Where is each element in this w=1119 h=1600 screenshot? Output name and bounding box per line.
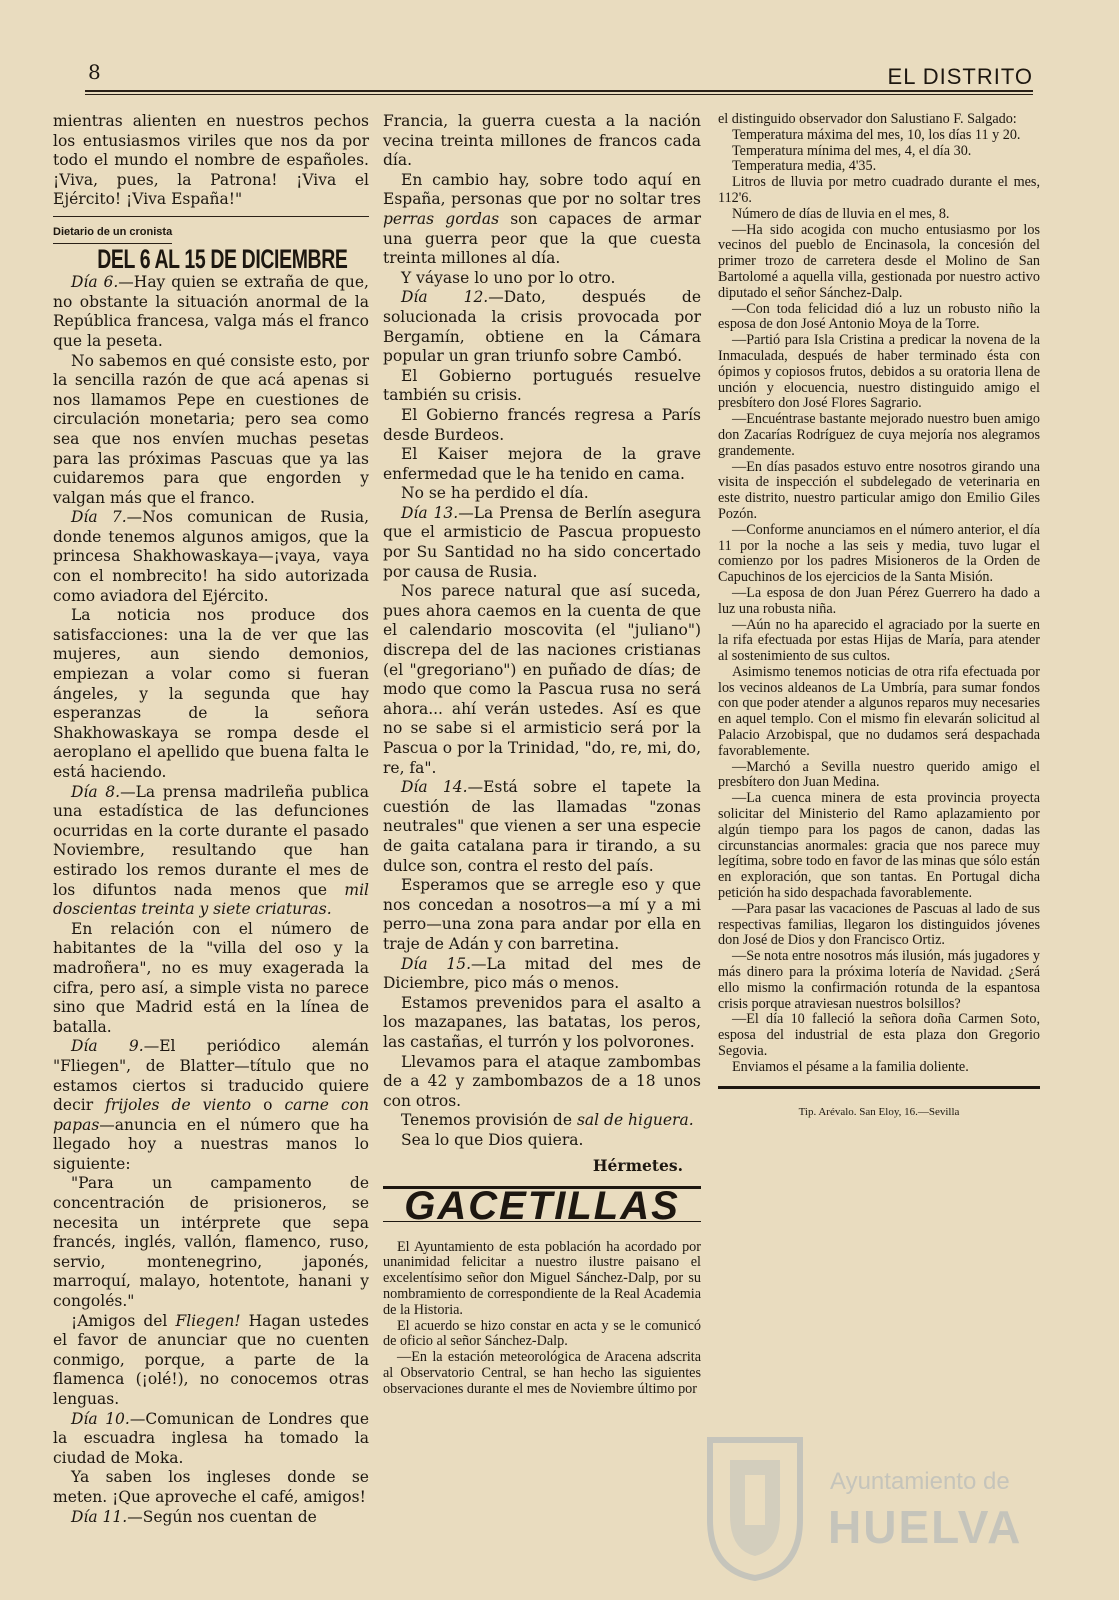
paragraph: Y váyase lo uno por lo otro. xyxy=(401,268,616,287)
header-rule-secondary xyxy=(85,94,1033,95)
watermark-line-2: HUELVA xyxy=(828,1501,1023,1553)
day-label: Día 7. xyxy=(71,508,127,527)
news-item: —Aún no ha aparecido el agraciado por la suerte en la rifa efectuada por estas Hijas de María, para atender al sostenimiento de sus cultos. xyxy=(718,616,1040,665)
paragraph: El Kaiser mejora de la grave enfermedad que le ha tenido en cama. xyxy=(383,445,701,483)
column-3 xyxy=(718,112,1040,1482)
coat-of-arms-icon xyxy=(700,1430,810,1580)
day-label: Día 8. xyxy=(71,782,121,801)
day-9-entry: Día 9.—El periódico alemán "Fliegen", de Blatter—título que no estamos ciertos si traducido quiere decir frijoles de viento o carne con papas—anuncia en el número que ha llegado hoy a nuestras manos lo siguiente: xyxy=(53,1037,370,1173)
watermark-line-1: Ayuntamiento de xyxy=(830,1468,1010,1495)
paragraph: En relación con el número de habitantes de la "villa del oso y la madroñera", no es muy exagerada la cifra, pero así, a simple vista no parece sino que Madrid está en la línea de batalla. xyxy=(53,919,369,1036)
day-12-entry: Día 12.—Dato, después de solucionada la crisis provocada por Bergamín, obtiene en la Cámara popular un gran triunfo sobre Cambó. xyxy=(383,288,702,366)
news-item: —La cuenca minera de esta provincia proyecta solicitar del Ministerio del Ramo aplazamiento por algún tiempo para los pagos de canon, dadas las circunstancias anormales: gracia que nos parece muy legítima, sobre todo en favor de las minas que sólo están en exploración, que son tantas. En Portugal dicha petición ha sido despachada favorablemente. xyxy=(718,790,1040,902)
paragraph: El Gobierno francés regresa a París desde Burdeos. xyxy=(383,405,701,444)
header-rule xyxy=(85,90,1033,92)
day-label: Día 11. xyxy=(71,1507,128,1526)
column-1 xyxy=(53,112,370,1526)
paragraph: No se ha perdido el día. xyxy=(401,484,589,503)
weather-rain-days: Número de días de lluvia en el mes, 8. xyxy=(732,205,950,222)
gacetillas-heading: GACETILLAS xyxy=(404,1184,680,1229)
author-signature: Hérmetes. xyxy=(592,1156,683,1176)
paragraph: La noticia nos produce dos satisfacciones: una la de ver que las mujeres, aun siendo demonios, empiezan a volar como si fueran ángeles, y la segunda que hay esperanzas de la señora Shakhowaskaya se rompa desde el aeroplano el apellido que buena falta le está haciendo. xyxy=(53,606,369,781)
intro-paragraph: mientras alienten en nuestros pechos los entusiasmos viriles que nos da por todo el mundo el nombre de españoles. ¡Viva, pues, la Patrona! ¡Viva el Ejército! ¡Viva España!" xyxy=(53,112,369,209)
paragraph: Llevamos para el ataque zambombas de a 42 y zambombazos de a 18 unos con otros. xyxy=(383,1052,701,1110)
end-rule xyxy=(718,1086,1040,1089)
day-14-entry: Día 14.—Está sobre el tapete la cuestión de las llamadas "zonas neutrales" que vienen a ser una especie de gaita catalana para ir tirando, a su dulce son, contra el resto del país. xyxy=(383,778,701,875)
section-title: DEL 6 AL 15 DE DICIEMBRE xyxy=(97,243,348,274)
paragraph: Esperamos que se arregle eso y que nos concedan a nosotros—a mí y a mi perro—una zona para andar por ella en traje de Adán y con barretina. xyxy=(383,876,701,953)
day-10-entry: Día 10.—Comunican de Londres que la escuadra inglesa ha tomado la ciudad de Moka. xyxy=(53,1409,369,1467)
news-item: —Conforme anunciamos en el número anterior, el día 11 por la noche a las seis y media, tuvo lugar el comienzo por los padres Misioneros de la Orden de Capuchinos de los ejercicios de la Santa Misión. xyxy=(718,521,1040,586)
paragraph: el distinguido observador don Salustiano F. Salgado: xyxy=(718,111,1017,127)
day-8-entry: Día 8.—La prensa madrileña publica una estadística de las defunciones ocurridas en la corte durante el pasado Noviembre, resultando que han estirado los remos durante el mes de los difuntos nada menos que mil doscientas treinta y siete criaturas. xyxy=(53,782,369,919)
paragraph: No sabemos en qué consiste esto, por la sencilla razón de que acá apenas si nos llamamos Pepe en cuestiones de circulación monetaria; pero sea como sea que nos envíen muchas pesetas para las próximas Pascuas que ya las cuidaremos para que engorden y valgan más que el franco. xyxy=(53,351,369,507)
day-label: Día 9. xyxy=(71,1037,144,1056)
paragraph: Francia, la guerra cuesta a la nación vecina treinta millones de francos cada día. xyxy=(383,112,701,170)
paragraph: —En la estación meteorológica de Aracena adscrita al Observatorio Central, se han hecho las siguientes observaciones durante el mes de Noviembre último por xyxy=(383,1349,701,1397)
day-label: Día 13. xyxy=(401,503,459,522)
day-7-entry: Día 7.—Nos comunican de Rusia, donde tenemos algunos amigos, que la princesa Shakhowaskaya—¡vaya, vaya con el nombrecito! ha sido autorizada como aviadora del Ejército. xyxy=(53,508,370,605)
news-item: Enviamos el pésame a la familia doliente. xyxy=(732,1058,969,1075)
news-item: —Para pasar las vacaciones de Pascuas al lado de sus respectivas familias, llegaron los distinguidos jóvenes don José de Dios y don Francisco Ortiz. xyxy=(718,900,1040,949)
weather-min: Temperatura mínima del mes, 4, el día 30. xyxy=(732,142,972,159)
paragraph: Estamos prevenidos para el asalto a los mazapanes, las batatas, los peros, las castañas, el turrón y los polvorones. xyxy=(383,993,701,1051)
weather-mean: Temperatura media, 4'35. xyxy=(732,158,877,175)
news-item: —El día 10 falleció la señora doña Carmen Soto, esposa del industrial de esta plaza don Gregorio Segovia. xyxy=(718,1011,1040,1060)
gacetillas-text xyxy=(383,1240,701,1398)
column-2 xyxy=(383,112,701,1482)
news-item: —En días pasados estuvo entre nosotros girando una visita de inspección el subdelegado de veterinaria en este distrito, nuestro particular amigo don Emilio Giles Pozón. xyxy=(718,458,1040,522)
day-label: Día 12. xyxy=(401,288,489,307)
newspaper-title: EL DISTRITO xyxy=(887,64,1033,89)
archive-watermark xyxy=(700,1430,1030,1580)
quoted-advert: "Para un campamento de concentración de prisioneros, se necesita un intérprete que sepa francés, inglés, vallón, flamenco, ruso, servio, montenegrino, japonés, marroquí, malayo, hotentote, hanani y congolés." xyxy=(53,1174,369,1311)
news-item: —Partió para Isla Cristina a predicar la novena de la Inmaculada, después de haber terminado ésta con ópimos y copiosos frutos, debidos a su oratoria llena de unción y elocuencia, nuestro distinguido amigo el presbítero don José Flores Sagrario. xyxy=(718,332,1040,412)
weather-max: Temperatura máxima del mes, 10, los días 11 y 20. xyxy=(732,126,1021,143)
day-label: Día 14. xyxy=(401,778,468,797)
weather-rain: Litros de lluvia por metro cuadrado durante el mes, 112'6. xyxy=(718,174,1040,206)
paragraph: El Gobierno portugués resuelve también su crisis. xyxy=(383,366,701,405)
news-item: —Se nota entre nosotros más ilusión, más jugadores y más dinero para la próxima lotería de Navidad. ¿Será ello mismo la confirmación rotunda de la espantosa crisis porque atraviesan nuestros bolsillos? xyxy=(718,948,1040,1012)
day-6-entry: Día 6.—Hay quien se extraña de que, no obstante la situación anormal de la República francesa, valga más el franco que la peseta. xyxy=(53,273,369,350)
paragraph: El Ayuntamiento de esta población ha acordado por unanimidad felicitar a nuestro ilustre paisano el excelentísimo señor don Miguel Sánchez-Dalp, por su nombramiento de correspondiente de la Real Academia de la Historia. xyxy=(383,1238,701,1318)
news-item: —Marchó a Sevilla nuestro querido amigo el presbítero don Juan Medina. xyxy=(718,758,1040,791)
day-label: Día 10. xyxy=(71,1409,130,1428)
printer-imprint: Tip. Arévalo. San Eloy, 16.—Sevilla xyxy=(798,1105,960,1118)
paragraph: Nos parece natural que así suceda, pues ahora caemos en la cuenta de que el calendario moscovita (el "juliano") discrepa del de las naciones cristianas (el "gregoriano") en puñado de días; de modo que como la Pascua rusa no será ahora... ahí verán ustedes. Así es que no se sabe si el armisticio será por la Pascua o por la Trinidad, "do, re, mi, do, re, fa". xyxy=(383,582,701,777)
paragraph: ¡Amigos del Fliegen! Hagan ustedes el favor de anunciar que no cuenten conmigo, porque, a parte de la flamenca (¡olé!), no conocemos otras lenguas. xyxy=(53,1311,369,1408)
divider xyxy=(53,216,369,217)
paragraph: Sea lo que Dios quiera. xyxy=(401,1130,584,1149)
paragraph: Tenemos provisión de sal de higuera. xyxy=(401,1111,694,1130)
news-item: —Con toda felicidad dió a luz un robusto niño la esposa de don José Antonio Moya de la Torre. xyxy=(718,300,1040,333)
day-label: Día 15. xyxy=(401,954,472,973)
day-15-entry: Día 15.—La mitad del mes de Diciembre, pico más o menos. xyxy=(383,954,702,993)
news-item: —La esposa de don Juan Pérez Guerrero ha dado a luz una robusta niña. xyxy=(718,584,1040,617)
section-kicker: Dietario de un cronista xyxy=(53,223,172,244)
day-13-entry: Día 13.—La Prensa de Berlín asegura que el armisticio de Pascua propuesto por Su Santidad no ha sido concertado por causa de Rusia. xyxy=(383,503,701,581)
page-number: 8 xyxy=(88,60,101,84)
paragraph: Ya saben los ingleses donde se meten. ¡Que aproveche el café, amigos! xyxy=(53,1468,369,1506)
news-item: —Encuéntrase bastante mejorado nuestro buen amigo don Zacarías Rodríguez de cuya mejoría nos alegramos grandemente. xyxy=(718,411,1040,459)
paragraph: En cambio hay, sobre todo aquí en España, personas que por no soltar tres perras gordas son capaces de armar una guerra peor que la que cuesta treinta millones al día. xyxy=(383,170,701,268)
news-item: Asimismo tenemos noticias de otra rifa efectuada por los vecinos aldeanos de La Umbría, para sumar fondos con que poder atender a algunos reparos muy necesaries en aquel templo. Con el mismo fin elevarán solicitud al Palacio Arzobispal, que no dudamos será despachada favorablemente. xyxy=(718,663,1040,759)
news-item: —Ha sido acogida con mucho entusiasmo por los vecinos del pueblo de Encinasola, la concesión del primer trozo de carretera desde el Molino de San Bartolomé a aquella villa, gestionada por nuestro activo diputado el señor Sánchez-Dalp. xyxy=(718,221,1040,301)
day-11-entry: Día 11.—Según nos cuentan de xyxy=(71,1507,317,1526)
paragraph: El acuerdo se hizo constar en acta y se le comunicó de oficio al señor Sánchez-Dalp. xyxy=(383,1317,701,1350)
day-label: Día 6. xyxy=(71,273,119,292)
